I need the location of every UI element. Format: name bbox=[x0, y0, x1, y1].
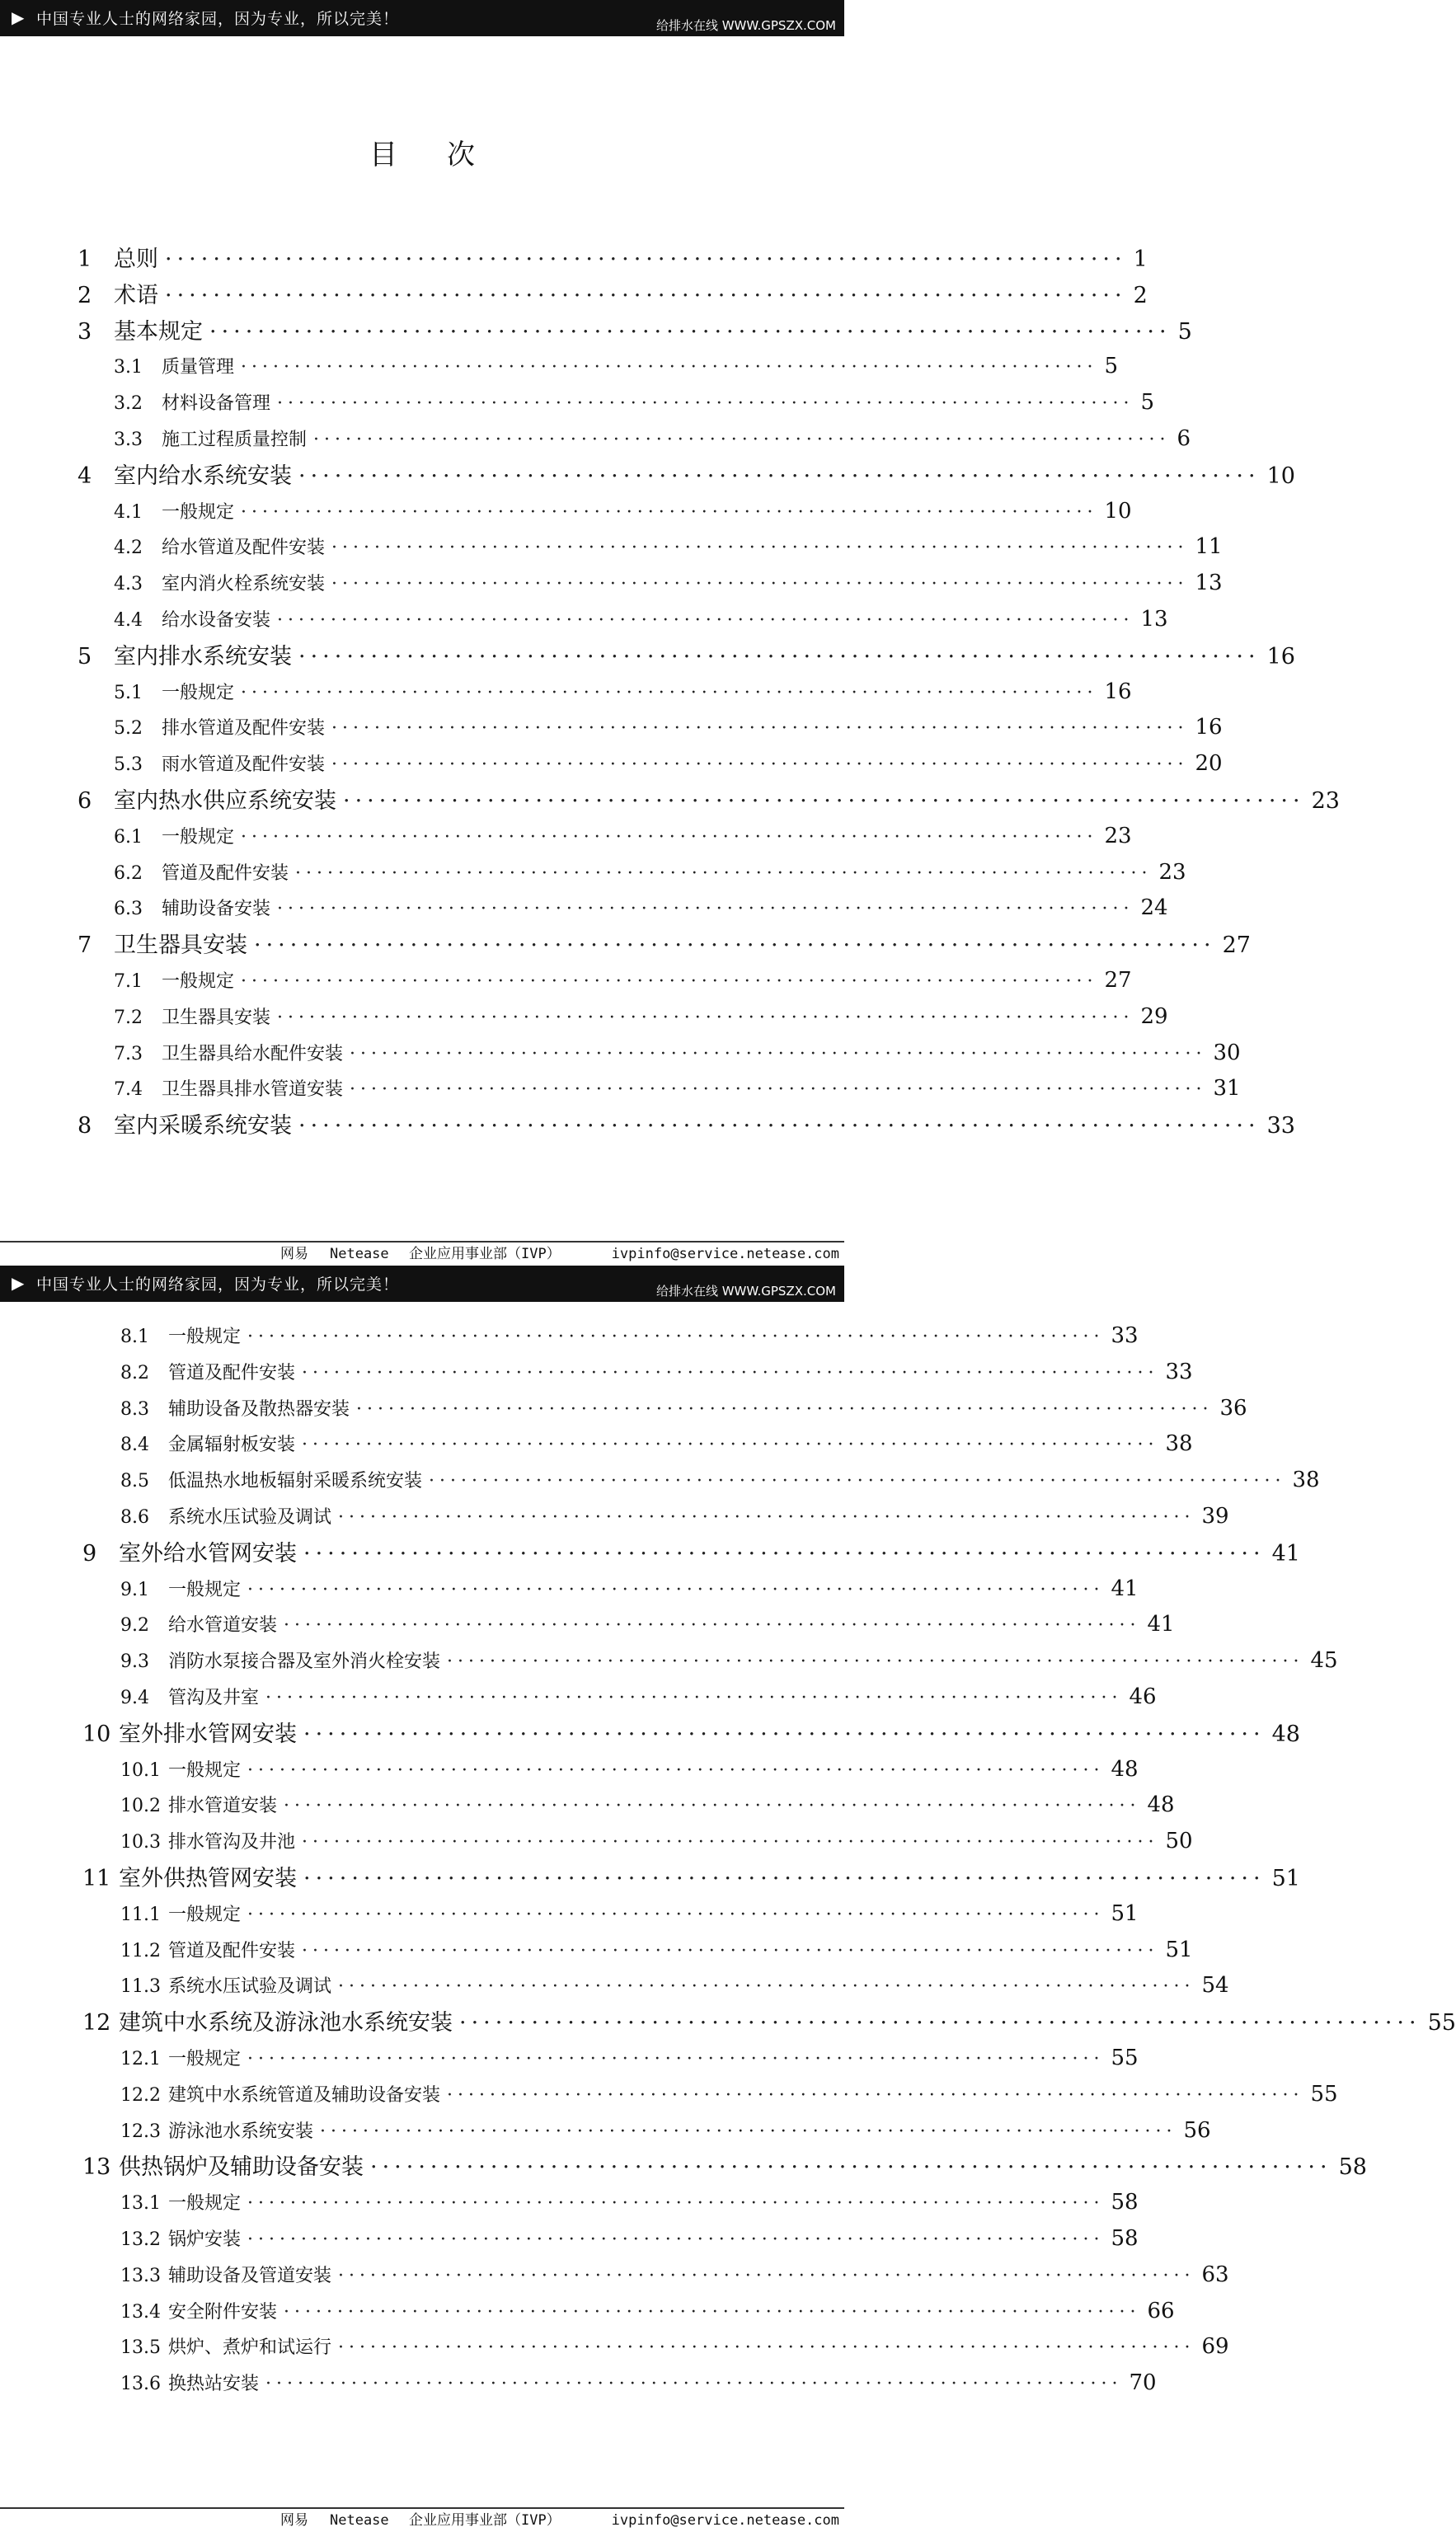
toc-section-entry[interactable] bbox=[120, 2333, 1229, 2360]
toc-entry-title: 雨水管道及配件安装 bbox=[162, 754, 326, 776]
toc-entry-number: 4.4 bbox=[114, 610, 143, 631]
toc-entry-number: 13 bbox=[82, 2154, 111, 2181]
toc-entry-number: 8.6 bbox=[120, 1507, 149, 1528]
toc-entry-page: 58 bbox=[1111, 2226, 1139, 2251]
banner-slogan: 中国专业人士的网络家园，因为专业，所以完美！ bbox=[36, 1275, 400, 1294]
toc-entry-title: 排水管道及配件安装 bbox=[162, 718, 326, 740]
toc-section-entry[interactable] bbox=[114, 895, 1168, 921]
toc-entry-number: 12.1 bbox=[120, 2049, 161, 2069]
toc-entry-number: 7.4 bbox=[114, 1079, 143, 1101]
toc-entry-title: 排水管沟及井池 bbox=[168, 1832, 296, 1853]
toc-dot-leader: ················································································ bbox=[350, 1043, 1207, 1064]
toc-entry-number: 3.2 bbox=[114, 393, 143, 415]
toc-entry-page: 58 bbox=[1338, 2154, 1367, 2181]
banner-slogan: 中国专业人士的网络家园，因为专业，所以完美！ bbox=[36, 10, 400, 28]
toc-entry-number: 8.5 bbox=[120, 1471, 149, 1492]
toc-entry-number: 3.3 bbox=[114, 430, 143, 450]
toc-section-entry[interactable] bbox=[114, 570, 1223, 596]
toc-dot-leader: ················································································ bbox=[298, 463, 1261, 489]
toc-entry-number: 4.2 bbox=[114, 538, 143, 559]
toc-entry-title: 总则 bbox=[114, 247, 158, 272]
toc-dot-leader: ················································································ bbox=[356, 1398, 1214, 1420]
toc-entry-number: 5.2 bbox=[114, 718, 143, 740]
toc-dot-leader: ················································································ bbox=[284, 2301, 1141, 2323]
toc-chapter-entry[interactable] bbox=[82, 2153, 1367, 2182]
toc-entry-title: 室内采暖系统安装 bbox=[114, 1113, 292, 1139]
toc-entry-page: 23 bbox=[1158, 859, 1186, 885]
toc-entry-page: 46 bbox=[1129, 1684, 1157, 1709]
toc-dot-leader: ················································································ bbox=[284, 1615, 1141, 1637]
toc-entry-title: 卫生器具排水管道安装 bbox=[162, 1079, 344, 1101]
toc-dot-leader: ················································································ bbox=[295, 862, 1153, 884]
toc-dot-leader: ················································································ bbox=[459, 2010, 1421, 2036]
toc-entry-page: 51 bbox=[1271, 1866, 1300, 1891]
toc-chapter-entry[interactable] bbox=[77, 317, 1192, 347]
toc-dot-leader: ················································································ bbox=[338, 1976, 1195, 1998]
toc-entry-title: 卫生器具给水配件安装 bbox=[162, 1043, 344, 1064]
toc-entry-title: 系统水压试验及调试 bbox=[168, 1507, 332, 1528]
toc-dot-leader: ················································································ bbox=[302, 1435, 1159, 1456]
toc-entry-number: 3 bbox=[77, 318, 92, 345]
toc-dot-leader: ················································································ bbox=[265, 1688, 1123, 1708]
toc-dot-leader: ················································································ bbox=[247, 1904, 1105, 1925]
toc-section-entry[interactable] bbox=[120, 1828, 1193, 1854]
toc-section-entry[interactable] bbox=[114, 750, 1223, 777]
toc-list bbox=[0, 1266, 1456, 2532]
toc-entry-page: 31 bbox=[1213, 1076, 1241, 1102]
toc-entry-page: 48 bbox=[1147, 1792, 1175, 1818]
toc-entry-page: 10 bbox=[1266, 463, 1295, 489]
toc-entry-page: 20 bbox=[1195, 751, 1223, 777]
toc-entry-page: 41 bbox=[1111, 1576, 1139, 1601]
toc-section-entry[interactable] bbox=[114, 389, 1155, 416]
toc-entry-page: 51 bbox=[1111, 1900, 1139, 1926]
toc-entry-number: 1 bbox=[77, 247, 92, 272]
toc-entry-page: 16 bbox=[1195, 715, 1223, 740]
footer-email[interactable]: ivpinfo@service.netease.com bbox=[611, 1246, 839, 1262]
toc-section-entry[interactable] bbox=[114, 353, 1119, 379]
toc-entry-page: 45 bbox=[1310, 1648, 1338, 1674]
toc-dot-leader: ················································································ bbox=[277, 610, 1134, 631]
toc-section-entry[interactable] bbox=[120, 2189, 1139, 2215]
banner-site[interactable]: 给排水在线 WWW.GPSZX.COM bbox=[655, 1284, 836, 1299]
toc-dot-leader: ················································································ bbox=[277, 1007, 1134, 1028]
toc-entry-page: 41 bbox=[1147, 1612, 1175, 1637]
toc-dot-leader: ················································································ bbox=[302, 1940, 1159, 1961]
toc-entry-page: 51 bbox=[1165, 1937, 1193, 1962]
toc-chapter-entry[interactable] bbox=[77, 787, 1340, 816]
toc-entry-page: 63 bbox=[1201, 2262, 1229, 2287]
toc-section-entry[interactable] bbox=[114, 1040, 1241, 1066]
toc-chapter-entry[interactable] bbox=[77, 931, 1251, 961]
toc-entry-title: 一般规定 bbox=[168, 1759, 242, 1781]
toc-entry-title: 术语 bbox=[114, 282, 158, 308]
toc-dot-leader: ················································································ bbox=[313, 430, 1171, 450]
toc-dot-leader: ················································································ bbox=[331, 754, 1189, 776]
toc-section-entry[interactable] bbox=[120, 1647, 1338, 1674]
toc-entry-number: 11.1 bbox=[120, 1904, 161, 1925]
toc-section-entry[interactable] bbox=[114, 714, 1223, 740]
toc-entry-page: 11 bbox=[1195, 534, 1223, 560]
toc-entry-number: 8.2 bbox=[120, 1362, 149, 1383]
toc-entry-title: 锅炉安装 bbox=[168, 2229, 242, 2250]
toc-entry-number: 7.3 bbox=[114, 1043, 143, 1064]
toc-dot-leader: ················································································ bbox=[298, 643, 1261, 669]
toc-entry-page: 13 bbox=[1195, 571, 1223, 596]
toc-entry-title: 室外排水管网安装 bbox=[119, 1721, 297, 1747]
toc-section-entry[interactable] bbox=[120, 1503, 1229, 1529]
toc-chapter-entry[interactable] bbox=[82, 2008, 1456, 2038]
toc-dot-leader: ················································································ bbox=[302, 1362, 1159, 1383]
toc-dot-leader: ················································································ bbox=[241, 501, 1098, 523]
toc-entry-title: 施工过程质量控制 bbox=[162, 430, 308, 450]
toc-entry-page: 48 bbox=[1271, 1721, 1300, 1747]
toc-entry-title: 供热锅炉及辅助设备安装 bbox=[119, 2154, 364, 2181]
toc-entry-number: 3.1 bbox=[114, 357, 143, 378]
toc-entry-page: 70 bbox=[1129, 2370, 1157, 2396]
toc-section-entry[interactable] bbox=[114, 606, 1168, 632]
toc-entry-number: 2 bbox=[77, 282, 92, 308]
toc-section-entry[interactable] bbox=[120, 2298, 1175, 2324]
toc-dot-leader: ················································································ bbox=[303, 1866, 1266, 1891]
toc-entry-number: 13.6 bbox=[120, 2374, 161, 2395]
toc-entry-title: 卫生器具安装 bbox=[162, 1007, 271, 1028]
toc-entry-number: 13.4 bbox=[120, 2301, 161, 2323]
toc-entry-number: 5 bbox=[77, 643, 92, 669]
toc-entry-number: 5.1 bbox=[114, 682, 143, 703]
toc-entry-number: 10 bbox=[82, 1721, 111, 1747]
toc-entry-page: 23 bbox=[1311, 788, 1340, 814]
toc-entry-number: 11 bbox=[82, 1866, 111, 1891]
toc-entry-number: 4 bbox=[77, 463, 92, 489]
toc-entry-number: 6 bbox=[77, 788, 92, 814]
toc-entry-title: 室内给水系统安装 bbox=[114, 463, 292, 489]
footer-email[interactable]: ivpinfo@service.netease.com bbox=[611, 2512, 839, 2529]
toc-entry-title: 室外供热管网安装 bbox=[119, 1866, 297, 1891]
toc-entry-number: 11.2 bbox=[120, 1940, 161, 1961]
toc-dot-leader: ················································································ bbox=[338, 2337, 1195, 2359]
toc-entry-title: 室内消火栓系统安装 bbox=[162, 574, 326, 595]
toc-entry-title: 给水管道安装 bbox=[168, 1615, 278, 1637]
toc-entry-title: 管沟及井室 bbox=[168, 1688, 260, 1708]
toc-entry-number: 4.3 bbox=[114, 574, 143, 595]
toc-section-entry[interactable] bbox=[114, 498, 1132, 524]
toc-entry-number: 6.1 bbox=[114, 826, 143, 848]
toc-entry-page: 55 bbox=[1111, 2046, 1139, 2070]
toc-section-entry[interactable] bbox=[114, 823, 1132, 849]
page-footer bbox=[0, 2507, 844, 2532]
toc-dot-leader: ················································································ bbox=[284, 1796, 1141, 1817]
toc-dot-leader: ················································································ bbox=[247, 1327, 1105, 1347]
toc-entry-title: 基本规定 bbox=[114, 318, 203, 345]
toc-entry-title: 一般规定 bbox=[168, 1327, 242, 1347]
toc-entry-title: 室内热水供应系统安装 bbox=[114, 788, 336, 814]
toc-entry-title: 一般规定 bbox=[168, 2049, 242, 2069]
toc-section-entry[interactable] bbox=[120, 2370, 1157, 2396]
toc-entry-page: 24 bbox=[1140, 895, 1168, 921]
toc-dot-leader: ················································································ bbox=[303, 1721, 1266, 1747]
toc-chapter-entry[interactable] bbox=[82, 1720, 1300, 1750]
toc-entry-number: 4.1 bbox=[114, 501, 143, 523]
toc-dot-leader: ················································································ bbox=[241, 357, 1098, 378]
toc-dot-leader: ················································································ bbox=[241, 971, 1098, 992]
toc-entry-page: 29 bbox=[1140, 1003, 1168, 1029]
toc-entry-title: 一般规定 bbox=[162, 501, 235, 523]
toc-chapter-entry[interactable] bbox=[82, 1864, 1300, 1894]
toc-entry-page: 1 bbox=[1133, 247, 1148, 272]
toc-entry-title: 系统水压试验及调试 bbox=[168, 1976, 332, 1998]
toc-entry-number: 8 bbox=[77, 1113, 92, 1139]
toc-entry-number: 7.1 bbox=[114, 971, 143, 992]
toc-section-entry[interactable] bbox=[120, 1576, 1139, 1602]
toc-dot-leader: ················································································ bbox=[209, 318, 1172, 345]
toc-entry-page: 5 bbox=[1140, 390, 1155, 416]
toc-entry-number: 8.4 bbox=[120, 1435, 149, 1456]
toc-entry-number: 10.3 bbox=[120, 1832, 161, 1853]
toc-entry-title: 游泳池水系统安装 bbox=[168, 2121, 314, 2142]
toc-entry-title: 一般规定 bbox=[162, 826, 235, 848]
toc-section-entry[interactable] bbox=[114, 967, 1132, 994]
toc-section-entry[interactable] bbox=[120, 1900, 1139, 1927]
toc-entry-title: 卫生器具安装 bbox=[114, 932, 247, 959]
toc-section-entry[interactable] bbox=[120, 1756, 1139, 1783]
toc-entry-page: 48 bbox=[1111, 1756, 1139, 1782]
play-arrow-icon: ▶ bbox=[12, 1273, 25, 1293]
page-footer bbox=[0, 1241, 844, 1266]
toc-section-entry[interactable] bbox=[120, 2225, 1139, 2252]
toc-entry-number: 9.4 bbox=[120, 1688, 149, 1708]
toc-entry-title: 室内排水系统安装 bbox=[114, 643, 292, 669]
toc-section-entry[interactable] bbox=[120, 1937, 1193, 1963]
toc-entry-number: 12.3 bbox=[120, 2121, 161, 2142]
toc-dot-leader: ················································································ bbox=[429, 1471, 1286, 1492]
toc-entry-title: 质量管理 bbox=[162, 357, 235, 378]
toc-page-2 bbox=[0, 1266, 1456, 2532]
toc-entry-page: 23 bbox=[1104, 823, 1132, 848]
toc-entry-title: 烘炉、煮炉和试运行 bbox=[168, 2337, 332, 2359]
toc-section-entry[interactable] bbox=[120, 2262, 1229, 2288]
toc-entry-page: 10 bbox=[1104, 498, 1132, 524]
toc-dot-leader: ················································································ bbox=[277, 393, 1134, 415]
toc-section-entry[interactable] bbox=[120, 1322, 1139, 1349]
toc-entry-title: 管道及配件安装 bbox=[168, 1940, 296, 1961]
toc-entry-title: 管道及配件安装 bbox=[162, 862, 289, 884]
toc-dot-leader: ················································································ bbox=[338, 2265, 1195, 2286]
toc-entry-number: 10.2 bbox=[120, 1796, 161, 1817]
toc-entry-number: 8.3 bbox=[120, 1398, 149, 1420]
toc-section-entry[interactable] bbox=[120, 2045, 1139, 2071]
toc-entry-title: 建筑中水系统及游泳池水系统安装 bbox=[119, 2010, 453, 2036]
toc-section-entry[interactable] bbox=[120, 1430, 1193, 1457]
toc-dot-leader: ················································································ bbox=[165, 282, 1127, 308]
toc-entry-title: 一般规定 bbox=[162, 971, 235, 992]
toc-entry-page: 41 bbox=[1271, 1540, 1300, 1567]
toc-page-1 bbox=[0, 0, 1340, 1266]
toc-entry-page: 58 bbox=[1111, 2190, 1139, 2215]
toc-entry-title: 给水设备安装 bbox=[162, 610, 271, 631]
toc-entry-title: 一般规定 bbox=[168, 1904, 242, 1925]
footer-dept: 企业应用事业部（IVP） bbox=[409, 2512, 561, 2529]
toc-entry-number: 5.3 bbox=[114, 754, 143, 776]
toc-dot-leader: ················································································ bbox=[265, 2374, 1123, 2395]
toc-entry-page: 36 bbox=[1219, 1395, 1247, 1421]
toc-entry-page: 55 bbox=[1310, 2081, 1338, 2107]
footer-brand-en: Netease bbox=[330, 1246, 389, 1262]
toc-entry-page: 2 bbox=[1133, 282, 1148, 308]
footer-brand: 网易 bbox=[280, 1246, 308, 1262]
toc-section-entry[interactable] bbox=[114, 1075, 1241, 1102]
toc-section-entry[interactable] bbox=[120, 1359, 1193, 1385]
toc-dot-leader: ················································································ bbox=[331, 574, 1189, 595]
toc-chapter-entry[interactable] bbox=[77, 281, 1148, 311]
toc-dot-leader: ················································································ bbox=[254, 932, 1216, 959]
toc-entry-number: 9.1 bbox=[120, 1579, 149, 1600]
toc-dot-leader: ················································································ bbox=[350, 1079, 1207, 1101]
toc-entry-title: 给水管道及配件安装 bbox=[162, 538, 326, 559]
toc-dot-leader: ················································································ bbox=[343, 788, 1305, 814]
toc-chapter-entry[interactable] bbox=[77, 1111, 1295, 1141]
toc-entry-title: 材料设备管理 bbox=[162, 393, 271, 415]
toc-entry-page: 5 bbox=[1104, 354, 1119, 379]
toc-entry-title: 消防水泵接合器及室外消火栓安装 bbox=[168, 1651, 441, 1673]
toc-section-entry[interactable] bbox=[114, 425, 1191, 452]
toc-list bbox=[0, 0, 1340, 1266]
toc-entry-number: 10.1 bbox=[120, 1759, 161, 1781]
toc-entry-page: 27 bbox=[1222, 932, 1251, 959]
toc-section-entry[interactable] bbox=[120, 1684, 1157, 1710]
toc-dot-leader: ················································································ bbox=[331, 718, 1189, 740]
toc-entry-page: 33 bbox=[1266, 1113, 1295, 1139]
toc-entry-number: 9 bbox=[82, 1540, 97, 1567]
toc-chapter-entry[interactable] bbox=[77, 245, 1148, 275]
toc-section-entry[interactable] bbox=[120, 1395, 1247, 1421]
toc-entry-title: 室外给水管网安装 bbox=[119, 1540, 297, 1567]
toc-section-entry[interactable] bbox=[120, 1972, 1229, 1999]
toc-entry-page: 38 bbox=[1165, 1431, 1193, 1457]
toc-dot-leader: ················································································ bbox=[303, 1540, 1266, 1567]
toc-entry-page: 56 bbox=[1183, 2117, 1211, 2143]
toc-entry-title: 一般规定 bbox=[162, 682, 235, 703]
footer-brand-en: Netease bbox=[330, 2512, 389, 2529]
toc-section-entry[interactable] bbox=[120, 1611, 1175, 1637]
toc-entry-page: 27 bbox=[1104, 968, 1132, 993]
toc-dot-leader: ················································································ bbox=[241, 826, 1098, 848]
toc-entry-number: 6.3 bbox=[114, 899, 143, 920]
toc-entry-page: 6 bbox=[1177, 426, 1191, 451]
toc-entry-number: 13.1 bbox=[120, 2193, 161, 2215]
toc-entry-number: 9.2 bbox=[120, 1615, 149, 1637]
toc-entry-title: 低温热水地板辐射采暖系统安装 bbox=[168, 1471, 423, 1492]
toc-section-entry[interactable] bbox=[120, 2117, 1211, 2144]
toc-entry-number: 11.3 bbox=[120, 1976, 161, 1998]
toc-dot-leader: ················································································ bbox=[302, 1832, 1159, 1853]
toc-entry-page: 30 bbox=[1213, 1040, 1241, 1065]
toc-dot-leader: ················································································ bbox=[247, 2193, 1105, 2215]
toc-section-entry[interactable] bbox=[120, 2081, 1338, 2107]
toc-entry-page: 50 bbox=[1165, 1829, 1193, 1854]
toc-dot-leader: ················································································ bbox=[320, 2121, 1177, 2142]
toc-entry-number: 13.5 bbox=[120, 2337, 161, 2359]
toc-entry-page: 39 bbox=[1201, 1504, 1229, 1529]
toc-entry-title: 金属辐射板安装 bbox=[168, 1435, 296, 1456]
toc-entry-title: 一般规定 bbox=[168, 2193, 242, 2215]
toc-entry-page: 5 bbox=[1177, 318, 1192, 345]
toc-dot-leader: ················································································ bbox=[277, 899, 1134, 920]
toc-entry-title: 辅助设备及散热器安装 bbox=[168, 1398, 350, 1420]
toc-entry-page: 54 bbox=[1201, 1973, 1229, 1999]
toc-section-entry[interactable] bbox=[114, 859, 1186, 885]
toc-entry-page: 16 bbox=[1266, 643, 1295, 669]
toc-entry-page: 69 bbox=[1201, 2334, 1229, 2360]
toc-entry-title: 管道及配件安装 bbox=[168, 1362, 296, 1383]
toc-entry-page: 33 bbox=[1165, 1359, 1193, 1384]
toc-entry-title: 建筑中水系统管道及辅助设备安装 bbox=[168, 2084, 441, 2106]
toc-entry-title: 换热站安装 bbox=[168, 2374, 260, 2395]
toc-section-entry[interactable] bbox=[114, 533, 1223, 560]
toc-entry-title: 排水管道安装 bbox=[168, 1796, 278, 1817]
toc-dot-leader: ················································································ bbox=[447, 1651, 1304, 1673]
toc-entry-title: 一般规定 bbox=[168, 1579, 242, 1600]
toc-entry-title: 安全附件安装 bbox=[168, 2301, 278, 2323]
toc-dot-leader: ················································································ bbox=[338, 1507, 1195, 1528]
toc-entry-number: 6.2 bbox=[114, 862, 143, 884]
toc-dot-leader: ················································································ bbox=[241, 682, 1098, 703]
toc-dot-leader: ················································································ bbox=[247, 2229, 1105, 2250]
toc-dot-leader: ················································································ bbox=[331, 538, 1189, 559]
toc-dot-leader: ················································································ bbox=[298, 1113, 1261, 1139]
play-arrow-icon: ▶ bbox=[12, 7, 25, 27]
toc-dot-leader: ················································································ bbox=[370, 2154, 1332, 2181]
toc-entry-number: 7 bbox=[77, 932, 92, 959]
toc-entry-page: 13 bbox=[1140, 607, 1168, 632]
toc-dot-leader: ················································································ bbox=[247, 1759, 1105, 1781]
toc-entry-number: 7.2 bbox=[114, 1007, 143, 1028]
toc-chapter-entry[interactable] bbox=[77, 642, 1295, 672]
toc-section-entry[interactable] bbox=[120, 1467, 1320, 1493]
toc-dot-leader: ················································································ bbox=[247, 1579, 1105, 1600]
toc-entry-title: 辅助设备安装 bbox=[162, 899, 271, 920]
toc-section-entry[interactable] bbox=[114, 679, 1132, 705]
footer-brand: 网易 bbox=[280, 2512, 308, 2529]
footer-dept: 企业应用事业部（IVP） bbox=[409, 1246, 561, 1262]
toc-dot-leader: ················································································ bbox=[165, 247, 1127, 272]
toc-entry-number: 13.3 bbox=[120, 2265, 161, 2286]
toc-entry-number: 12 bbox=[82, 2010, 111, 2036]
toc-entry-number: 8.1 bbox=[120, 1327, 149, 1347]
toc-section-entry[interactable] bbox=[120, 1792, 1175, 1818]
toc-entry-page: 33 bbox=[1111, 1323, 1139, 1348]
toc-entry-page: 38 bbox=[1292, 1468, 1320, 1493]
toc-entry-number: 9.3 bbox=[120, 1651, 149, 1673]
toc-chapter-entry[interactable] bbox=[82, 1539, 1300, 1569]
toc-dot-leader: ················································································ bbox=[247, 2049, 1105, 2069]
toc-entry-number: 12.2 bbox=[120, 2084, 161, 2106]
toc-section-entry[interactable] bbox=[114, 1003, 1168, 1030]
toc-entry-page: 66 bbox=[1147, 2298, 1175, 2323]
toc-entry-title: 辅助设备及管道安装 bbox=[168, 2265, 332, 2286]
toc-entry-number: 13.2 bbox=[120, 2229, 161, 2250]
banner-site[interactable]: 给排水在线 WWW.GPSZX.COM bbox=[655, 18, 836, 33]
toc-entry-page: 55 bbox=[1427, 2010, 1456, 2036]
page-title: 目次 bbox=[369, 139, 524, 171]
toc-entry-page: 16 bbox=[1104, 679, 1132, 704]
toc-dot-leader: ················································································ bbox=[447, 2084, 1304, 2106]
toc-chapter-entry[interactable] bbox=[77, 462, 1295, 491]
